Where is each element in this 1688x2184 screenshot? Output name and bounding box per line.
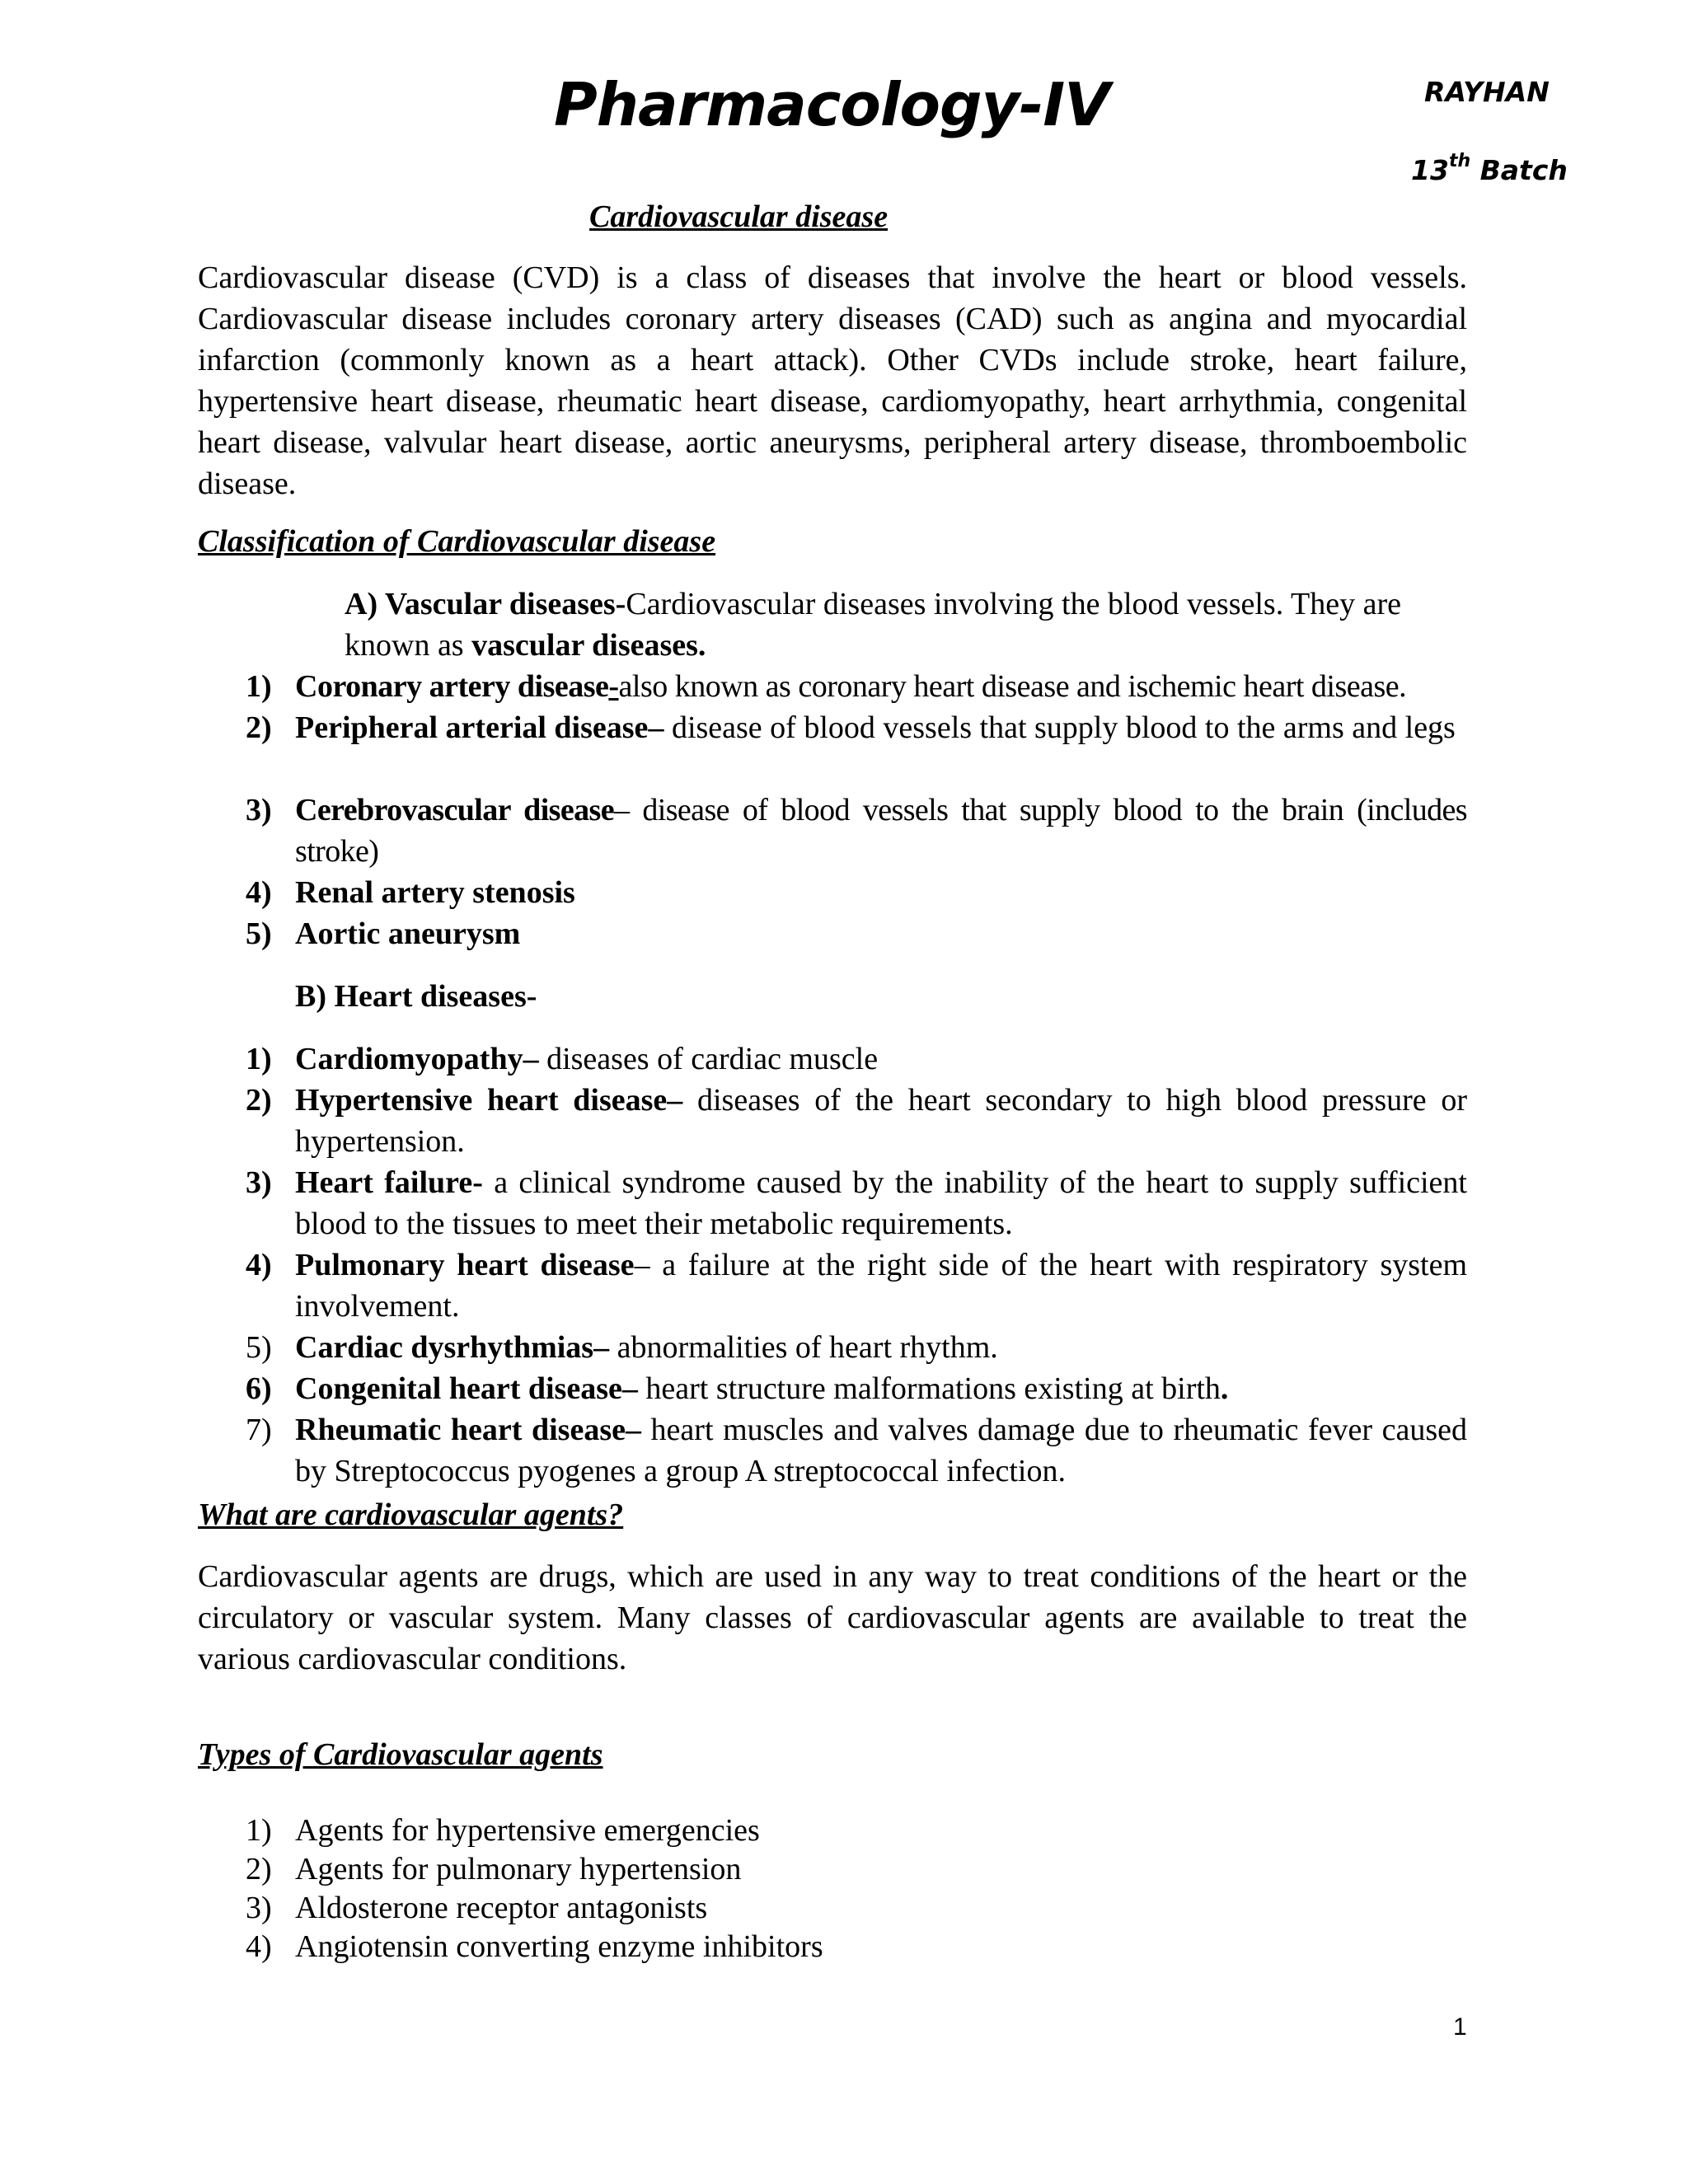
list-desc: abnormalities of heart rhythm. [609,1330,998,1365]
author-name: RAYHAN [1424,76,1550,108]
list-number: 5) [246,916,272,951]
list-desc: heart structure malformations existing at birth [637,1371,1221,1406]
batch-suffix: th [1448,151,1471,171]
intro-paragraph: Cardiovascular disease (CVD) is a class of diseases that involve the heart or blood vessels. Cardiovascular disease includes coronary artery diseases (CAD) such as angina and myocardial infarction (commonly known as a heart attack). Other CVDs include stroke, heart failure, hypertensive heart disease, rheumatic heart disease, cardiomyopathy, heart arrhythmia, congenital heart disease, valvular heart disease, aortic aneurysms, peripheral artery disease, thromboembolic disease. [198,260,1467,501]
list-text [295,1327,1467,1368]
vascular-label: A) Vascular diseases- [345,587,626,621]
list-term: Coronary artery disease [295,669,609,704]
list-text: Agents for hypertensive emergencies [295,1813,760,1848]
list-number: 5) [246,1330,272,1365]
list-term: Renal artery stenosis [295,875,575,910]
list-text [295,1244,1467,1327]
list-text: Aldosterone receptor antagonists [295,1891,708,1925]
document-title: Pharmacology-IV [554,70,1109,139]
list-number: 7) [246,1413,272,1447]
list-term: Hypertensive heart disease– [295,1083,683,1118]
list-desc: also known as coronary heart disease and ischemic heart disease. [618,669,1407,704]
list-desc: heart muscles and valves damage due to rheumatic fever caused by Streptococcus pyogenes a group A streptococcal infection. [295,1413,1467,1488]
list-term: Peripheral arterial disease [295,710,649,745]
page-number: 1 [1453,2013,1467,2041]
list-term: Cardiomyopathy– [295,1042,539,1076]
list-text [295,790,1467,872]
list-number: 4) [246,1929,272,1964]
list-tail: . [1220,1371,1229,1406]
list-desc: diseases of cardiac muscle [538,1042,879,1076]
batch-number: 13 [1411,154,1449,186]
heart-diseases-label: B) Heart diseases- [295,979,537,1014]
list-term: Aortic aneurysm [295,916,521,951]
list-term: Pulmonary heart disease [295,1248,635,1282]
section-title: Cardiovascular disease [589,199,889,234]
list-number: 3) [246,793,272,827]
list-term: Cardiac dysrhythmias– [295,1330,610,1365]
list-number: 1) [246,669,272,704]
list-text: Agents for pulmonary hypertension [295,1852,742,1886]
list-term: Cerebrovascular disease [295,793,614,827]
list-number: 4) [246,875,272,910]
list-text [295,666,1467,707]
list-text: Angiotensin converting enzyme inhibitors [295,1929,823,1964]
list-sep: – [648,710,664,745]
list-number: 1) [246,1042,272,1076]
list-text [295,1368,1467,1409]
list-term: Congenital heart disease– [295,1371,638,1406]
list-desc: – a failure at the right side of the heart with respiratory system involvement. [295,1248,1468,1324]
list-text [295,1038,1467,1080]
batch-text: Batch [1479,154,1568,186]
list-text [295,707,1467,748]
agents-definition-heading: What are cardiovascular agents? [198,1497,624,1532]
list-number: 1) [246,1813,272,1848]
list-desc: a clinical syndrome caused by the inability of the heart to supply sufficient blood to the tissues to meet their metabolic requirements. [295,1165,1467,1241]
list-number: 2) [246,1852,272,1886]
list-number: 2) [246,1083,272,1118]
list-number: 6) [246,1371,272,1406]
list-sep: - [608,669,619,704]
list-number: 3) [246,1165,272,1200]
batch-label [1411,148,1568,187]
vascular-diseases-intro [345,583,1467,666]
list-text [295,1080,1467,1162]
agent-types-heading: Types of Cardiovascular agents [198,1737,603,1772]
list-text [295,1162,1467,1244]
list-number: 4) [246,1248,272,1282]
list-desc: disease of blood vessels that supply blood to the arms and legs [663,710,1456,745]
list-number: 2) [246,710,272,745]
list-desc: – disease of blood vessels that supply blood to the brain (includes stroke) [295,793,1467,869]
vascular-emph: vascular diseases. [471,628,706,663]
list-term: Rheumatic heart disease– [295,1413,641,1447]
list-desc: diseases of the heart secondary to high blood pressure or hypertension. [295,1083,1468,1159]
list-text [295,1409,1467,1492]
list-number: 3) [246,1891,272,1925]
agents-definition-paragraph: Cardiovascular agents are drugs, which are used in any way to treat conditions of the heart or the circulatory or vascular system. Many classes of cardiovascular agents are available to treat the various cardiovascular conditions. [198,1559,1467,1676]
vascular-desc: Cardiovascular diseases involving the blood vessels. They are known as [345,587,1401,663]
classification-heading: Classification of Cardiovascular disease [198,524,716,559]
list-term: Heart failure- [295,1165,483,1200]
